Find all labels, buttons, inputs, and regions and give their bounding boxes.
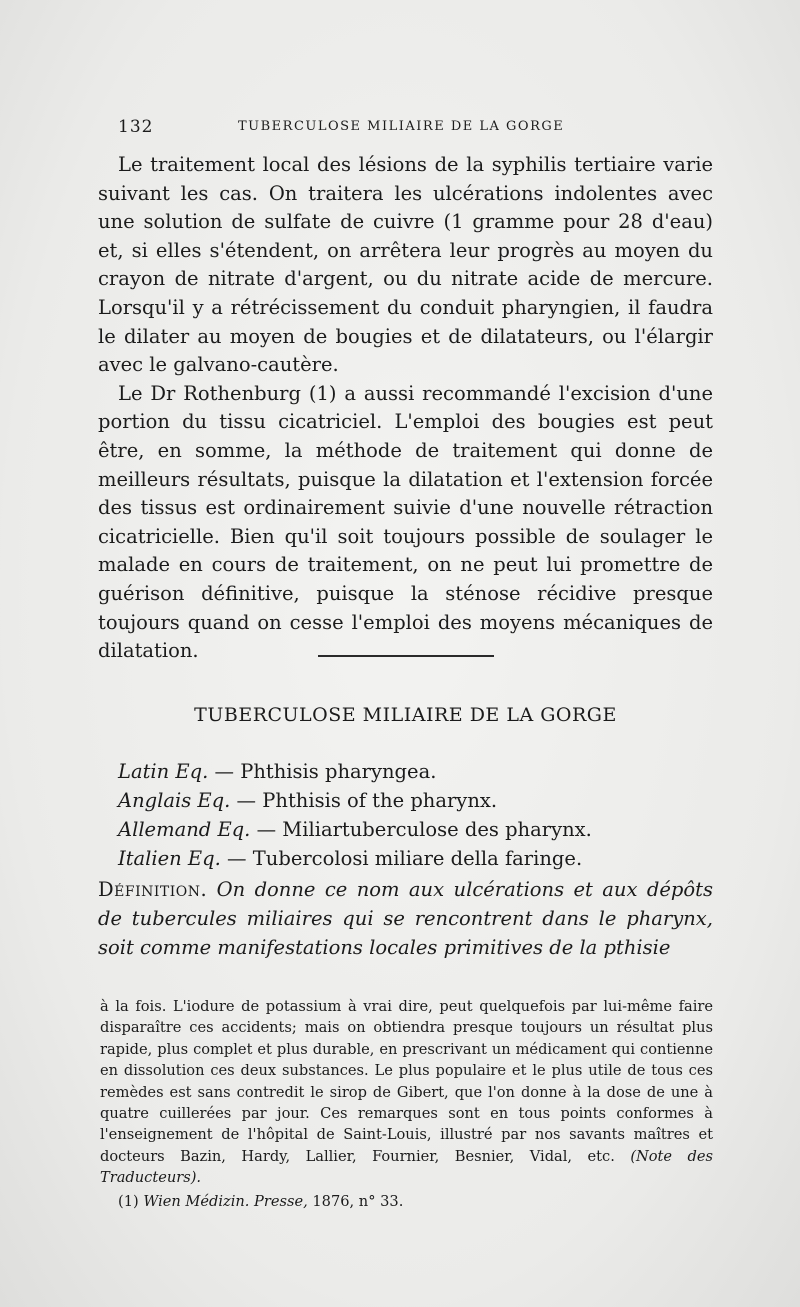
footnote-ref-source: Wien Médizin. Presse, (143, 1192, 308, 1210)
equivalent-term: Phthisis pharyngea. (240, 760, 437, 783)
footnote-note: (Note des Traducteurs). (100, 1147, 713, 1187)
equivalent-term: Miliartuberculose des pharynx. (282, 818, 592, 841)
footnote-continuation (100, 996, 713, 1189)
footnote-text: à la fois. L'iodure de potassium à vrai dire, peut quelquefois par lui-même faire disparaître ces accidents; mais on obtiendra presque toujours un résultat plus rapide, plus complet et plus durable, en prescrivant un médicament qui contienne en dissolution ces deux substances. Le plus populaire et le plus utile de tous ces remèdes est sans contredit le sirop de Gibert, que l'on donne à la dose de une à quatre cuillerées par jour. Ces remarques sont en tous points conformes à l'enseignement de l'hôpital de Saint-Louis, illustré par nos savants maîtres et docteurs Bazin, Hardy, Lallier, Fournier, Besnier, Vidal, etc. (100, 998, 713, 1165)
definition-label: Définition. (98, 878, 208, 901)
page-number: 132 (118, 117, 154, 137)
section-title: TUBERCULOSE MILIAIRE DE LA GORGE (194, 704, 617, 726)
footnote-block (100, 996, 713, 1212)
equivalent-italian: Italien Eq. — Tubercolosi miliare della faringe. (118, 847, 583, 870)
footnote-ref-number: (1) (118, 1192, 139, 1210)
paragraph-treatment: Le traitement local des lésions de la syphilis tertiaire varie suivant les cas. On traitera les ulcérations indolentes avec une solution de sulfate de cuivre (1 gramme pour 28 d'eau) et, si elles s'étendent, on arrêtera leur progrès au moyen du crayon de nitrate d'argent, ou du nitrate acide de mercure. Lorsqu'il y a rétrécissement du conduit pharyngien, il faudra le dilater au moyen de bougies et de dilatateurs, ou l'élargir avec le galvano-cautère. (98, 153, 713, 377)
definition-text: On donne ce nom aux ulcérations et aux dépôts de tubercules miliaires qui se rencontrent dans le pharynx, soit comme manifestations locales primitives de la pthisie (98, 878, 713, 959)
equivalent-term: Tubercolosi miliare della faringe. (252, 847, 583, 870)
equivalent-lang: Latin Eq. (118, 760, 209, 783)
main-text (98, 151, 713, 666)
definition-paragraph (98, 875, 713, 962)
equivalent-english: Anglais Eq. — Phthisis of the pharynx. (118, 789, 498, 812)
equivalent-lang: Allemand Eq. (118, 818, 251, 841)
equivalent-term: Phthisis of the pharynx. (262, 789, 498, 812)
footnote-reference (100, 1191, 713, 1212)
equivalent-latin: Latin Eq. — Phthisis pharyngea. (118, 760, 437, 783)
equivalent-lang: Italien Eq. (118, 847, 221, 870)
equivalents-list (118, 757, 713, 873)
equivalent-german: Allemand Eq. — Miliartuberculose des pharynx. (118, 818, 592, 841)
paragraph-rothenburg: Le Dr Rothenburg (1) a aussi recommandé l'excision d'une portion du tissu cicatriciel. L'emploi des bougies est peut être, en somme, la méthode de traitement qui donne de meilleurs résultats, puisque la dilatation et l'extension forcée des tissus est ordinairement suivie d'une nouvelle rétraction cicatricielle. Bien qu'il soit toujours possible de soulager le malade en cours de traitement, on ne peut lui promettre de guérison définitive, puisque la sténose récidive presque toujours quand on cesse l'emploi des moyens mécaniques de dilatation. (98, 381, 713, 663)
section-divider (318, 655, 494, 657)
running-title: TUBERCULOSE MILIAIRE DE LA GORGE (238, 119, 565, 134)
footnote-ref-detail: 1876, n° 33. (312, 1192, 404, 1210)
equivalent-lang: Anglais Eq. (118, 789, 231, 812)
